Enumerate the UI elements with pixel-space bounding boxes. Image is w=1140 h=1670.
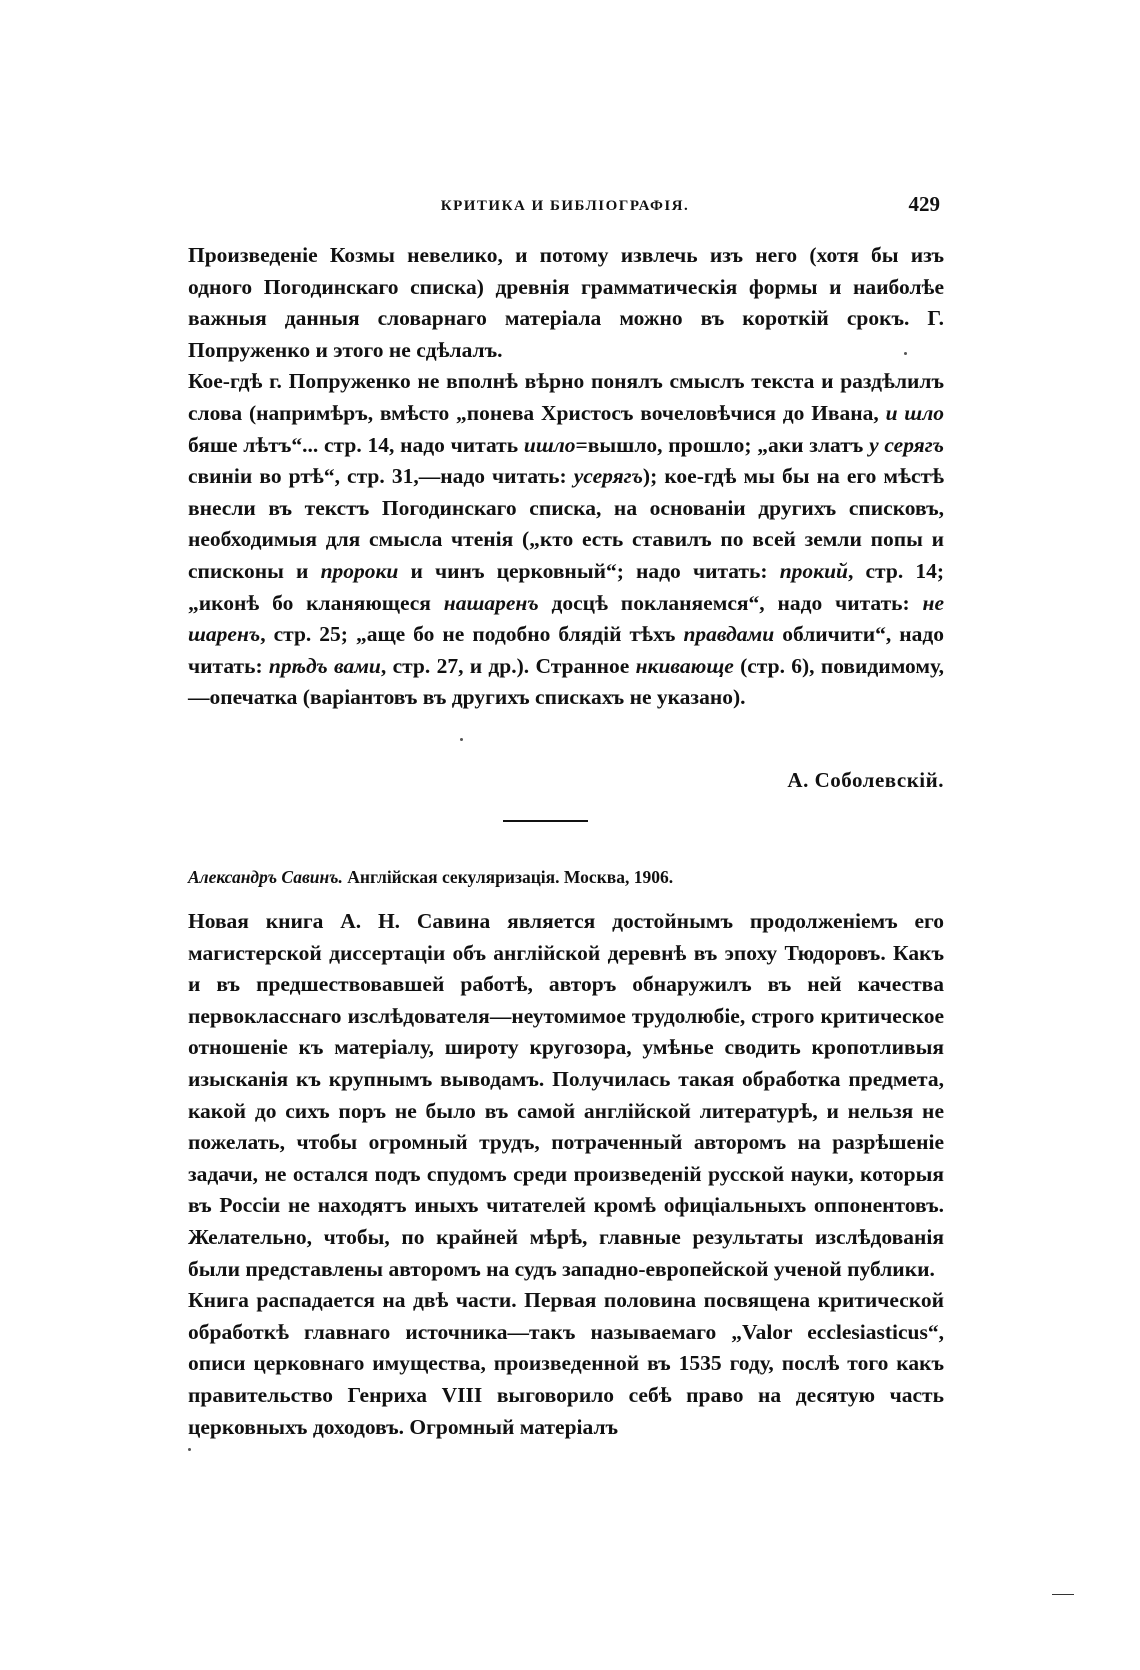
p2-italic-5: пророки [320, 558, 399, 583]
p2-italic-11: нкивающе [635, 653, 734, 678]
review1-paragraph-1: Произведеніе Козмы невелико, и потому извлечь изъ него (хотя бы изъ одного Погодинскаго списка) древнія грамматическія формы и наиболѣе важныя данныя словарнаго матеріала можно въ короткій срокъ. Г. Попруженко и этого не сдѣлалъ. [188, 243, 944, 362]
p2-text-d: свиніи во ртѣ“, стр. 31,—надо читать: [188, 464, 574, 489]
stray-dot-mark [188, 1448, 191, 1451]
p2-text-c: =вышло, прошло; „аки златъ [575, 432, 870, 457]
p2-text-a: Кое-гдѣ г. Попруженко не вполнѣ вѣрно понялъ смыслъ текста и раздѣлилъ слова (напримѣръ, вмѣсто „понева Христосъ вочеловѣчися до Ивана, [188, 369, 944, 425]
page-header [190, 192, 940, 222]
p2-italic-7: нашаренъ [443, 590, 539, 615]
p2-italic-6: прокий [779, 558, 848, 583]
p2-text-l: , стр. 27, и др.). Странное [380, 653, 636, 678]
p2-italic-10: прѣдъ вами [268, 653, 381, 678]
review1-paragraph-2 [188, 366, 944, 714]
review2-paragraph-1: Новая книга А. Н. Савина является достойнымъ продолженіемъ его магистерской диссертаціи объ англійской деревнѣ въ эпоху Тюдоровъ. Какъ и въ предшествовавшей работѣ, авторъ обнаружилъ въ ней качества первокласснаго изслѣдователя—неутомимое трудолюбіе, строго критическое отношеніе къ матеріалу, широту кругозора, умѣнье сводить кропотливыя изысканія къ крупнымъ выводамъ. Получилась такая обработка предмета, какой до сихъ поръ не было въ самой англійской литературѣ, и нельзя не пожелать, чтобы огромный трудъ, потраченный авторомъ на разрѣшеніе задачи, не остался подъ спудомъ среди произведеній русской науки, которыя въ Россіи не находятъ иныхъ читателей кромѣ офиціальныхъ оппонентовъ. Желательно, чтобы, по крайней мѣрѣ, главные результаты изслѣдованія были представлены авторомъ на судъ западно-европейской ученой публики. [188, 909, 944, 1281]
p2-italic-1: и шло [885, 400, 944, 425]
p2-italic-4: усерягъ [573, 464, 643, 489]
page-number: 429 [908, 192, 940, 216]
p2-text-h: досцѣ покланяемся“, надо читать: [538, 590, 923, 615]
margin-dash-mark [1052, 1594, 1074, 1595]
p2-text-b: бяше лѣтъ“... стр. 14, надо читать [188, 432, 524, 457]
p2-text-g: , стр. 14; „иконѣ бо кланяющеся [188, 558, 945, 615]
bibliographic-entry [188, 867, 673, 888]
review-savin [188, 906, 944, 1443]
section-divider [503, 820, 588, 822]
signature: А. Соболевскій. [787, 768, 944, 792]
review-sobolevsky [188, 240, 944, 714]
book-title: Англійская секуляризація. Москва, 1906. [342, 867, 674, 887]
p2-text-e: ); кое-гдѣ мы бы на его мѣстѣ внесли въ текстъ Погодинскаго списка, на основаніи другихъ списковъ, необходимыя для смысла чтенія („кто есть ставилъ по всей земли попы и списконы и [188, 464, 944, 583]
p2-italic-9: правдами [683, 622, 775, 647]
p2-text-m: (стр. 6), повидимому,—опечатка (варіантовъ въ другихъ спискахъ не указано). [188, 653, 945, 710]
p2-text-k: обличити“, надо читать: [188, 622, 944, 678]
p2-text-j: , стр. 25; „аще бо не подобно блядій тѣхъ [260, 622, 684, 647]
p2-text-f: и чинъ церковный“; надо читать: [398, 558, 780, 583]
p2-italic-3: у серягъ [869, 432, 944, 457]
book-author: Александръ Савинъ. [188, 867, 343, 887]
p2-italic-2: ишло [523, 432, 576, 457]
p2-italic-8: не шаренъ [188, 590, 945, 647]
stray-dot-mark [460, 738, 463, 741]
stray-dot-mark [904, 352, 907, 355]
review2-paragraph-2: Книга распадается на двѣ части. Первая половина посвящена критической обработкѣ главнаго источника—такъ называемаго „Valor ecclesiasticus“, описи церковнаго имущества, произведенной въ 1535 году, послѣ того какъ правительство Генриха VIII выговорило себѣ право на десятую часть церковныхъ доходовъ. Огромный матеріалъ [188, 1288, 944, 1439]
running-title: КРИТИКА И БИБЛІОГРАФІЯ. [440, 198, 690, 214]
